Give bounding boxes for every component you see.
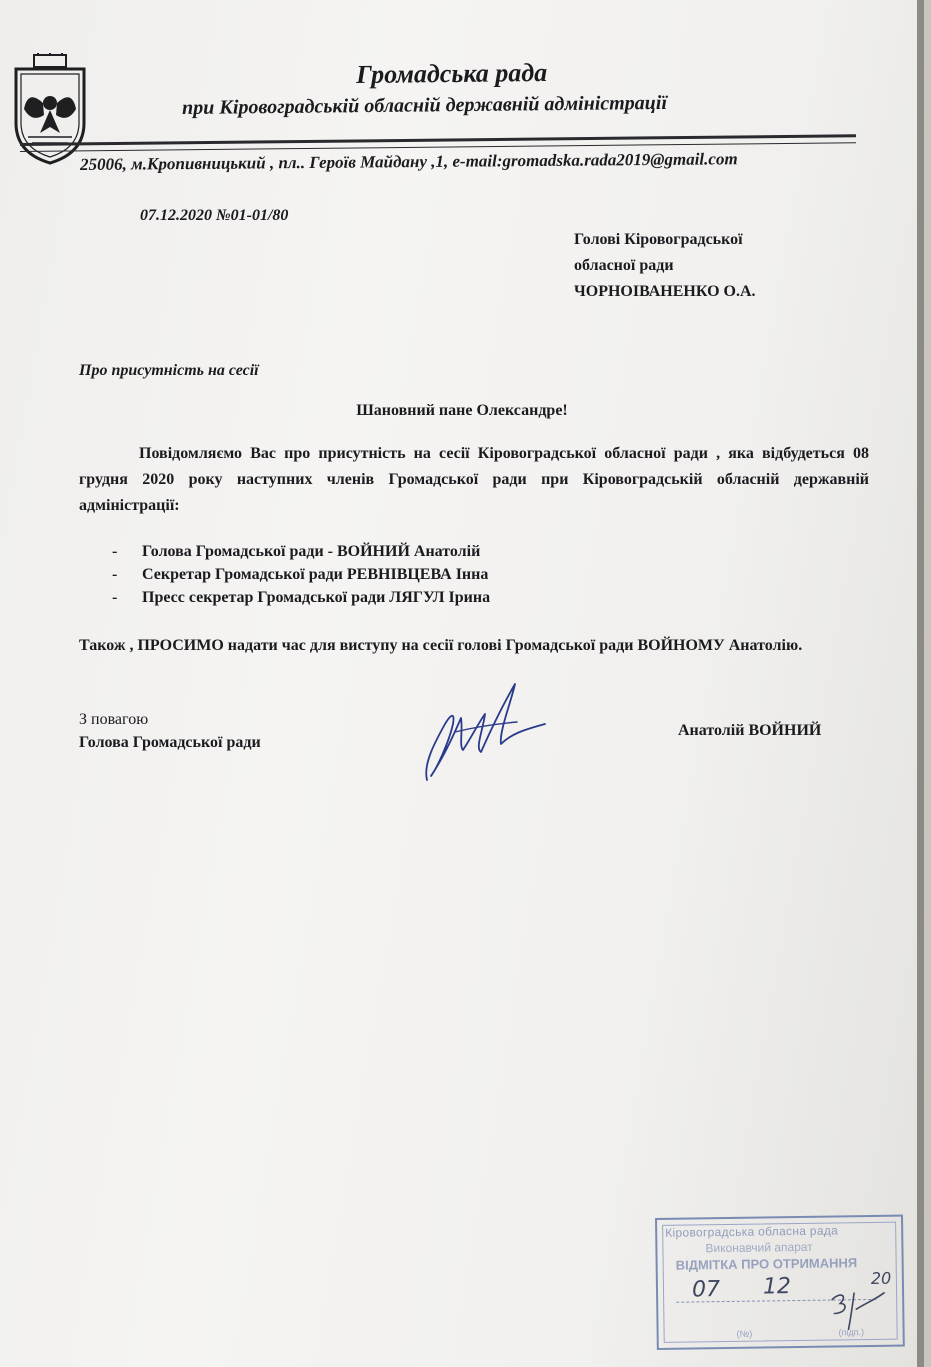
list-item [112,540,490,563]
list-dash: - [112,589,118,606]
recipient-block [574,227,756,305]
recipient-line: Голові Кіровоградської [574,231,743,248]
members-list [112,540,490,609]
page-edge-shadow [917,0,924,1367]
stamp-dept: Виконавчий апарат [705,1239,813,1256]
stamp-org: Кіровоградська обласна рада [665,1223,839,1240]
list-dash: - [112,566,118,583]
stamp-heading: ВІДМІТКА ПРО ОТРИМАННЯ [675,1255,858,1273]
org-subtitle: при Кіровоградській обласній державній адміністрації [182,91,668,119]
list-item [112,586,490,609]
request-paragraph: Також , ПРОСИМО надати час для виступу на сесії голові Громадської ради ВОЙНОМУ Анатолію. [79,637,803,654]
closing-block [79,708,261,754]
stamp-day: 07 [691,1277,721,1303]
document-number: 07.12.2020 №01-01/80 [140,207,289,224]
stamp-footnote: (підп.) [838,1327,865,1338]
subject-line: Про присутність на сесії [79,362,259,379]
member-text: Голова Громадської ради - ВОЙНИЙ Анатолій [142,543,481,560]
stamp-month: 12 [762,1274,792,1300]
coat-of-arms-icon [10,53,90,165]
closing-regards: З повагою [79,711,149,728]
recipient-line: обласної ради [574,257,674,274]
member-text: Секретар Громадської ради РЕВНІВЦЕВА Інна [142,566,489,583]
body-paragraph: Повідомляємо Вас про присутність на сесії Кіровоградської обласної ради , яка відбудеться 08 грудня 2020 року наступних членів Громадської ради при Кіровоградській обласній державній адміністрації: [79,445,869,514]
received-stamp [655,1215,905,1350]
stamp-footnote: (№) [736,1328,753,1339]
signer-position: Голова Громадської ради [79,734,261,751]
handwritten-signature [415,672,555,787]
list-item [112,563,490,586]
member-text: Пресс секретар Громадської ради ЛЯГУЛ Ірина [142,589,491,606]
stamp-year: 20 [870,1268,892,1288]
signer-name: Анатолій ВОЙНИЙ [678,722,822,739]
org-name: Громадська рада [356,57,548,89]
org-address: 25006, м.Кропивницький , пл.. Героїв Майдану ,1, e-mail:gromadska.rada2019@gmail.com [80,149,738,174]
recipient-name: ЧОРНОІВАНЕНКО О.А. [574,283,756,300]
list-dash: - [112,543,118,560]
stamp-initials [826,1285,889,1332]
salutation: Шановний пане Олександре! [356,402,568,419]
